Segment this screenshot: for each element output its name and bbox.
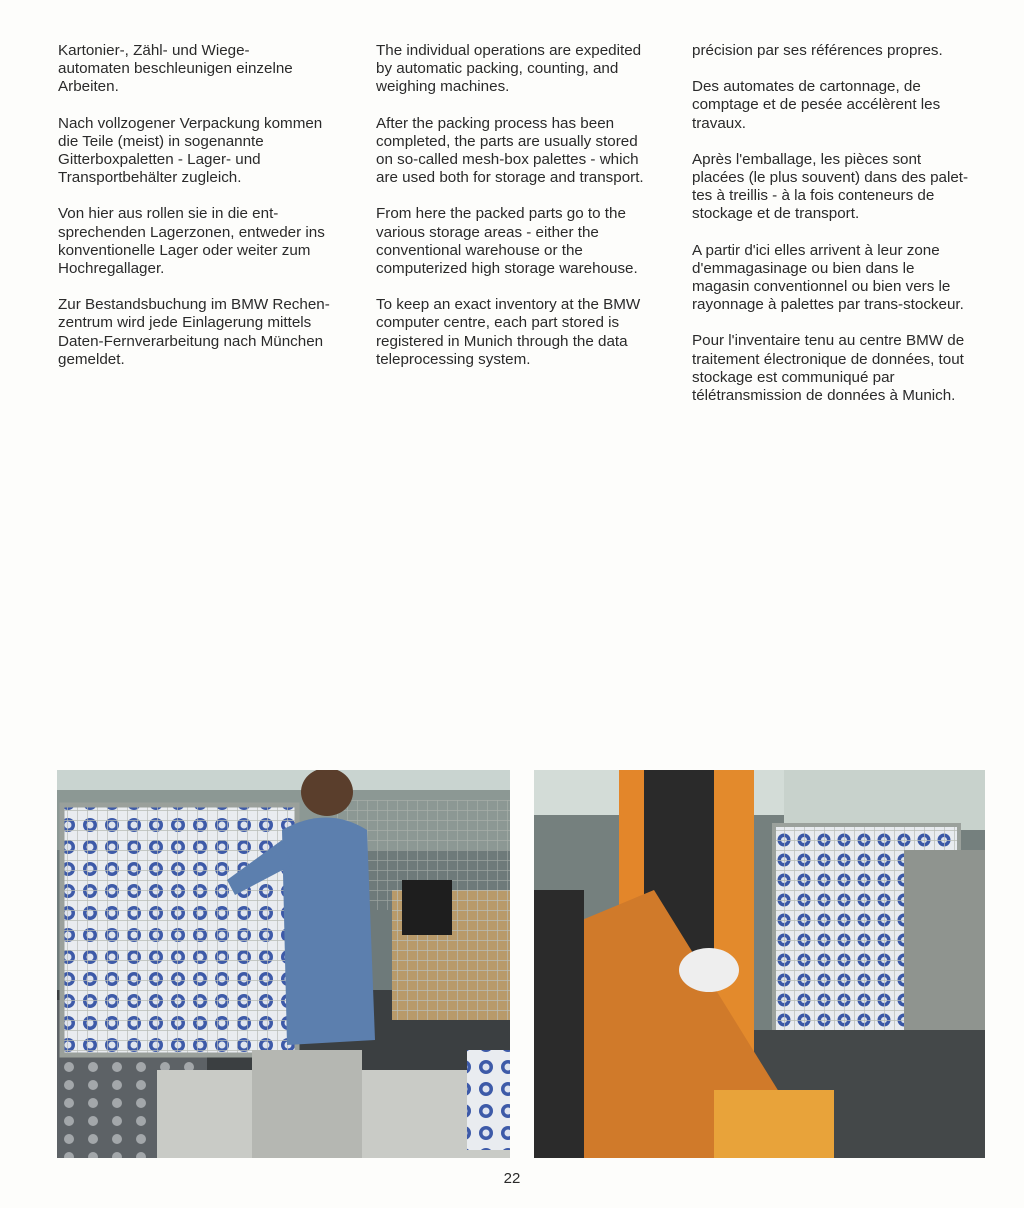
german-text-column bbox=[58, 42, 363, 387]
warehouse-worker-photo bbox=[57, 770, 510, 1158]
german-paragraph-3: Von hier aus rollen sie in die ent- sprechenden Lagerzonen, entweder ins konventionelle Lager oder weiter zum Hochregallager. bbox=[58, 205, 325, 278]
german-paragraph-4: Zur Bestandsbuchung im BMW Rechen- zentrum wird jede Einlagerung mittels Daten-Fernverarbeitung nach München gemeldet. bbox=[58, 296, 330, 368]
english-paragraph-3: From here the packed parts go to the various storage areas - either the conventional warehouse or the computerized high storage warehouse. bbox=[376, 205, 638, 278]
french-paragraph-2: Des automates de cartonnage, de comptage et de pesée accélèrent les travaux. bbox=[692, 78, 941, 132]
warehouse-worker-illustration bbox=[57, 770, 510, 1158]
english-text-column bbox=[376, 42, 681, 387]
french-text-column bbox=[692, 42, 997, 423]
french-paragraph-5: Pour l'inventaire tenu au centre BMW de traitement électronique de données, tout stockage est communiqué par télétransmission de données à Munich. bbox=[692, 332, 965, 405]
french-paragraph-3: Après l'emballage, les pièces sont placées (le plus souvent) dans des palet- tes à treillis - à la fois conteneurs de stockage et de transport. bbox=[692, 150, 969, 223]
german-paragraph-1: Kartonier-, Zähl- und Wiege- automaten beschleunigen einzelne Arbeiten. bbox=[58, 42, 293, 96]
french-paragraph-4: A partir d'ici elles arrivent à leur zone d'emmagasinage ou bien dans le magasin conventionnel ou bien vers le rayonnage à palettes par trans-stockeur. bbox=[692, 241, 964, 314]
german-paragraph-2: Nach vollzogener Verpackung kommen die Teile (meist) in sogenannte Gitterboxpaletten - Lager- und Transportbehälter zugleich. bbox=[58, 114, 323, 187]
french-paragraph-1: précision par ses références propres. bbox=[692, 42, 943, 59]
english-paragraph-1: The individual operations are expedited by automatic packing, counting, and weighing machines. bbox=[376, 42, 642, 96]
english-paragraph-2: After the packing process has been completed, the parts are usually stored on so-called mesh-box palettes - which are used both for storage and transport. bbox=[376, 114, 644, 187]
page-number: 22 bbox=[503, 1170, 521, 1187]
forklift-illustration bbox=[534, 770, 985, 1158]
english-paragraph-4: To keep an exact inventory at the BMW computer centre, each part stored is registered in Munich through the data teleprocessing system. bbox=[376, 296, 641, 368]
forklift-photo bbox=[534, 770, 985, 1158]
